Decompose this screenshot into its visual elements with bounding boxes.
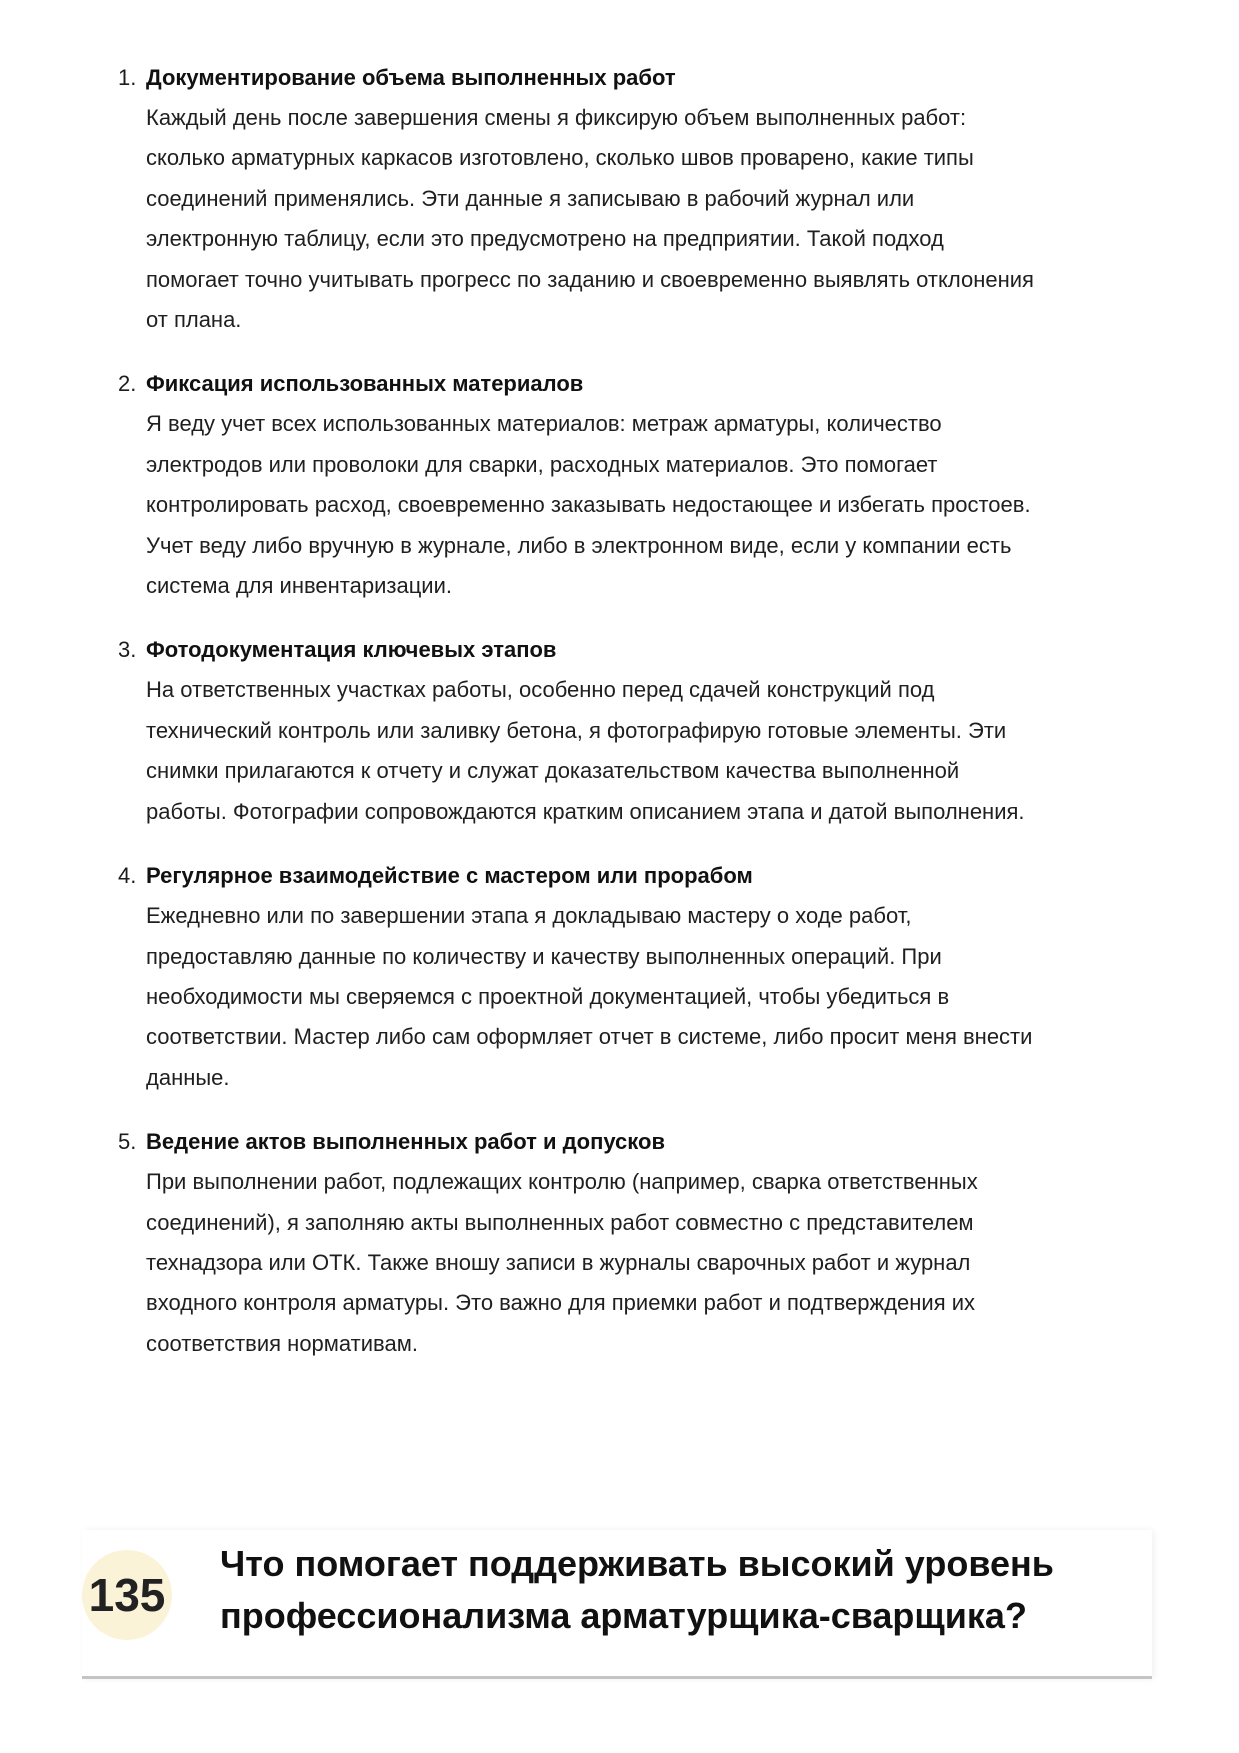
body-line: На ответственных участках работы, особенно перед сдачей конструкций под: [146, 677, 935, 703]
item-title: Документирование объема выполненных работ: [146, 65, 676, 90]
body-line: соответствии. Мастер либо сам оформляет отчет в системе, либо просит меня внести: [146, 1024, 1033, 1050]
body-line: необходимости мы сверяемся с проектной документацией, чтобы убедиться в: [146, 983, 950, 1009]
item-number: 3.: [118, 637, 137, 663]
body-line: электронную таблицу, если это предусмотрено на предприятии. Такой подход: [146, 226, 944, 252]
body-line: электродов или проволоки для сварки, расходных материалов. Это помогает: [146, 451, 938, 477]
body-line: входного контроля арматуры. Это важно для приемки работ и подтверждения их: [146, 1290, 976, 1316]
body-line: технический контроль или заливку бетона, я фотографирую готовые элементы. Эти: [146, 717, 1007, 743]
item-body: [146, 1162, 1158, 1364]
item-number: 4.: [118, 863, 137, 889]
item-number: 5.: [118, 1129, 137, 1155]
question-title-line: Что помогает поддерживать высокий уровень: [220, 1543, 1054, 1584]
list-item: [118, 630, 1158, 832]
body-line: снимки прилагаются к отчету и служат доказательством качества выполненной: [146, 758, 960, 784]
item-body: [146, 670, 1158, 832]
item-body: [146, 98, 1158, 340]
body-line: соединений), я заполняю акты выполненных работ совместно с представителем: [146, 1209, 974, 1235]
item-title: Фотодокументация ключевых этапов: [146, 637, 557, 663]
item-body: [146, 896, 1158, 1098]
body-line: соединений применялись. Эти данные я записываю в рабочий журнал или: [146, 185, 915, 211]
body-line: технадзора или ОТК. Также вношу записи в журналы сварочных работ и журнал: [146, 1249, 971, 1275]
item-body: [146, 404, 1158, 606]
body-line: Я веду учет всех использованных материалов: метраж арматуры, количество: [146, 411, 942, 437]
list-item: [118, 58, 1158, 340]
question-title-line: профессионализма арматурщика-сварщика?: [220, 1595, 1027, 1636]
list-item: [118, 364, 1158, 606]
body-line: При выполнении работ, подлежащих контролю (например, сварка ответственных: [146, 1169, 978, 1195]
body-line: данные.: [146, 1064, 230, 1090]
body-line: Каждый день после завершения смены я фиксирую объем выполненных работ:: [146, 105, 967, 130]
item-number: 2.: [118, 371, 137, 397]
item-title: Фиксация использованных материалов: [146, 371, 584, 397]
question-number-badge: 135: [82, 1550, 172, 1640]
question-header: [82, 1530, 1152, 1679]
body-line: сколько арматурных каркасов изготовлено, сколько швов проварено, какие типы: [146, 145, 974, 171]
item-title: Ведение актов выполненных работ и допусков: [146, 1129, 665, 1155]
body-line: Ежедневно или по завершении этапа я докладываю мастеру о ходе работ,: [146, 903, 912, 929]
body-line: помогает точно учитывать прогресс по заданию и своевременно выявлять отклонения: [146, 266, 1034, 292]
body-line: работы. Фотографии сопровождаются кратким описанием этапа и датой выполнения.: [146, 798, 1025, 824]
body-line: от плана.: [146, 307, 242, 333]
item-number: 1.: [118, 65, 137, 90]
numbered-list: [118, 58, 1158, 1388]
list-item: [118, 856, 1158, 1098]
body-line: система для инвентаризации.: [146, 573, 452, 599]
list-item: [118, 1122, 1158, 1364]
body-line: Учет веду либо вручную в журнале, либо в электронном виде, если у компании есть: [146, 532, 1012, 558]
body-line: контролировать расход, своевременно заказывать недостающее и избегать простоев.: [146, 492, 1031, 518]
question-title: [220, 1538, 1140, 1642]
body-line: предоставляю данные по количеству и качеству выполненных операций. При: [146, 943, 942, 969]
item-title: Регулярное взаимодействие с мастером или прорабом: [146, 863, 753, 889]
body-line: соответствия нормативам.: [146, 1330, 418, 1356]
